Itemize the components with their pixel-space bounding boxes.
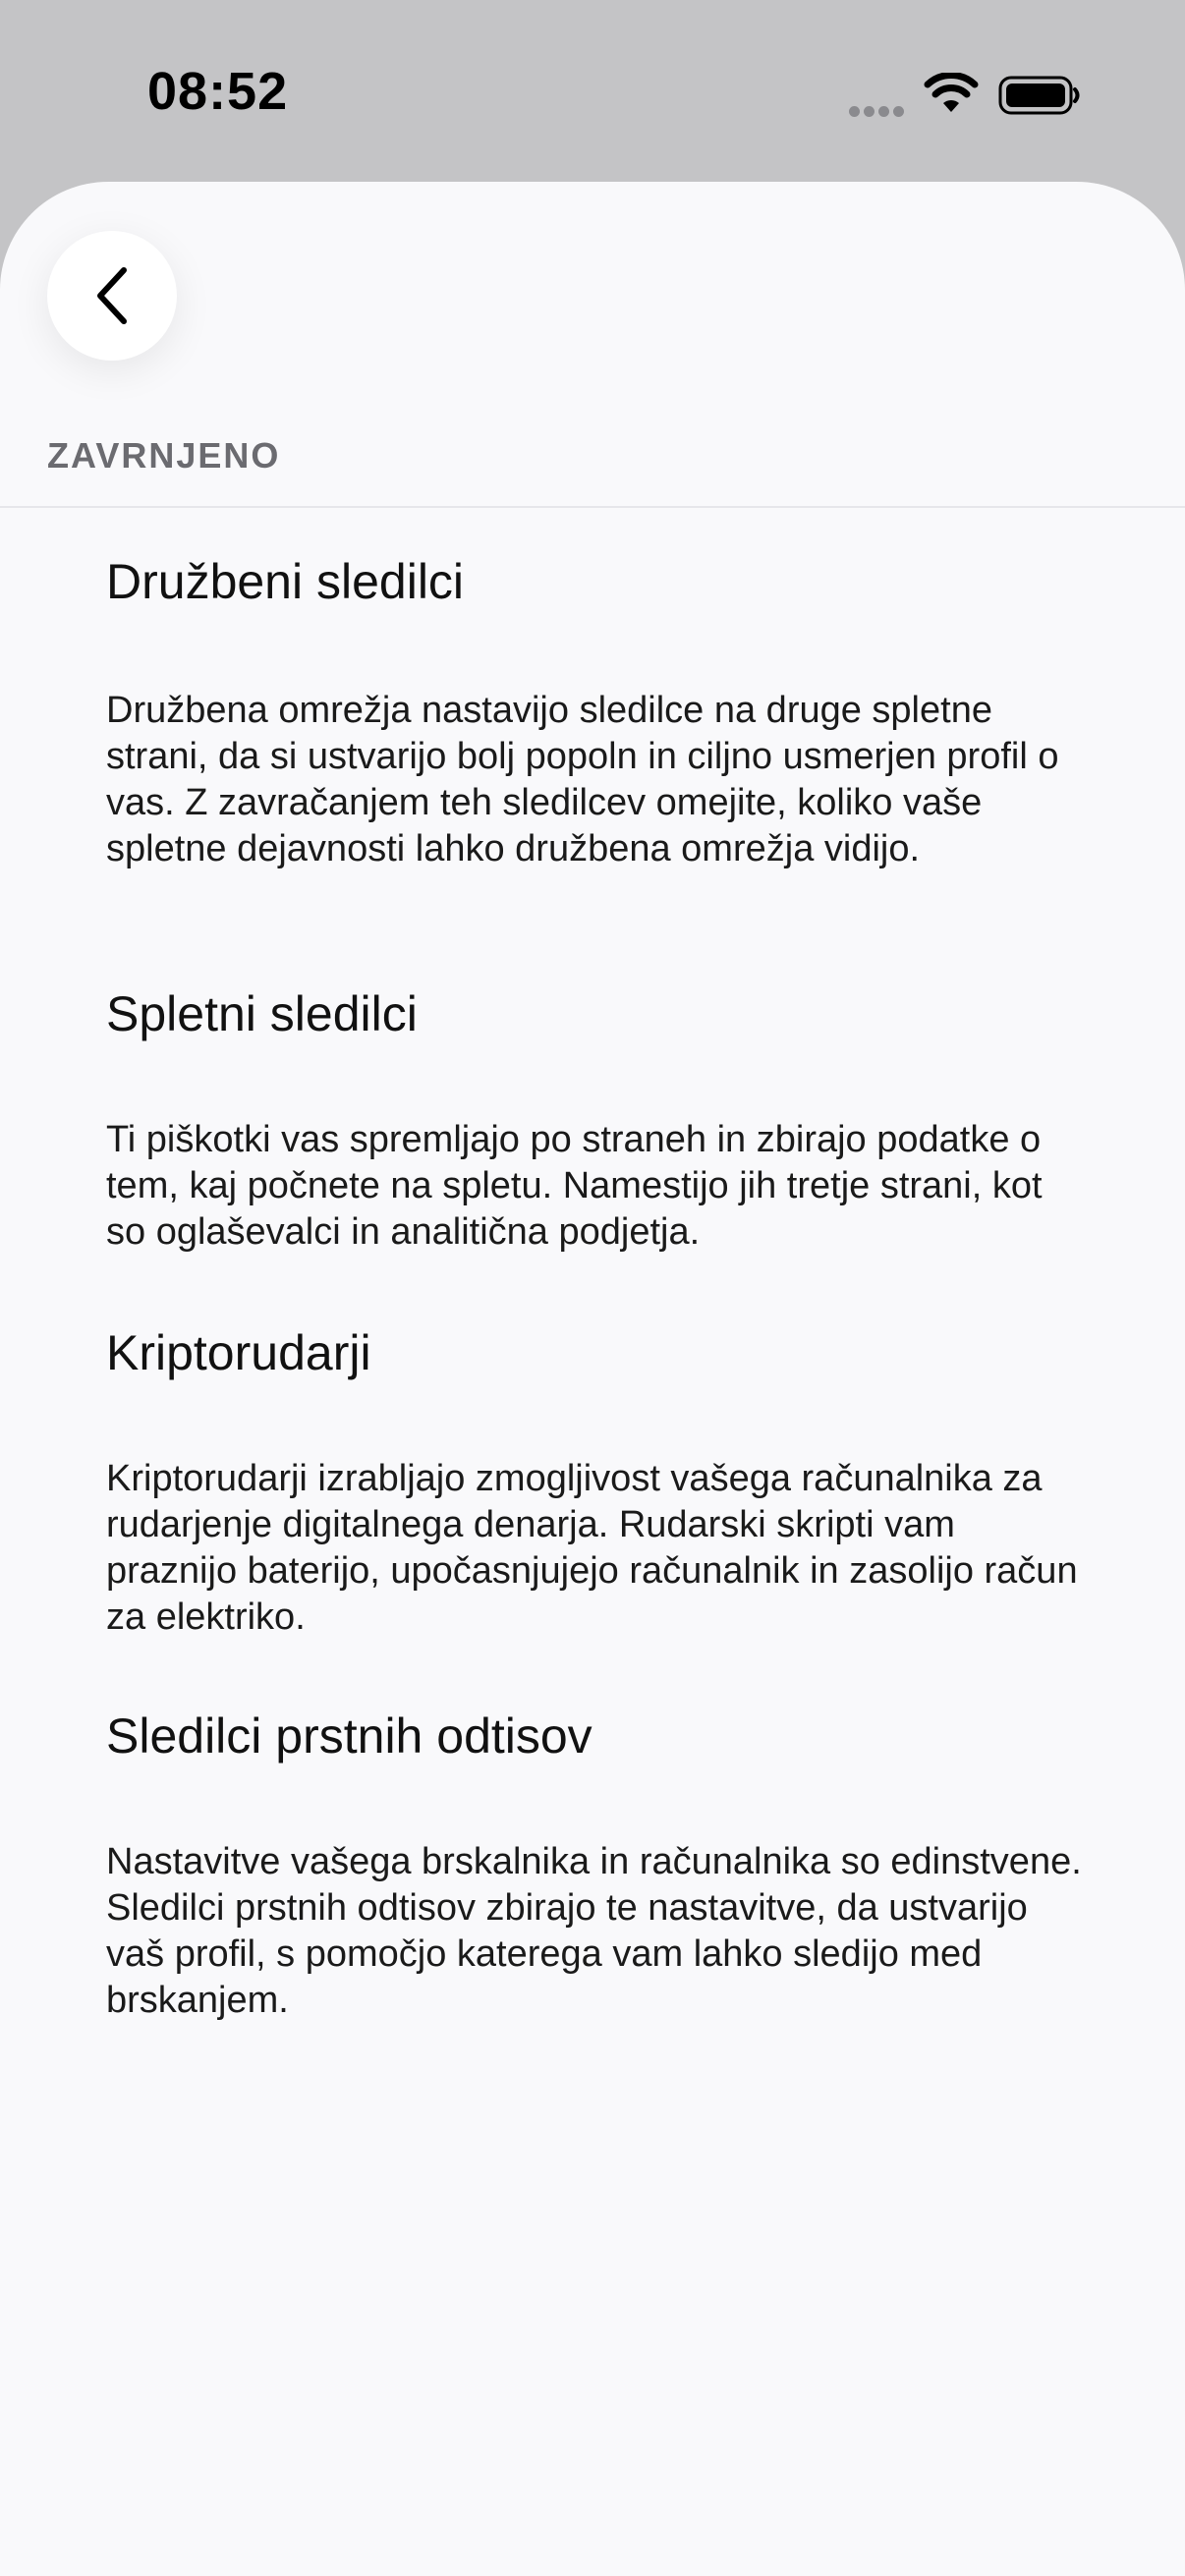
item-title: Družbeni sledilci	[106, 554, 465, 609]
item-description: Kriptorudarji izrabljajo zmogljivost vašega računalnika za rudarjenje digitalnega denarja. Rudarski skripti vam praznijo baterijo, upočasnjujejo računalnik in zasolijo račun za elektriko.	[106, 1458, 1078, 1638]
status-bar	[0, 0, 1185, 187]
item-title: Sledilci prstnih odtisov	[106, 1708, 592, 1764]
cellular-signal-icon	[849, 104, 908, 116]
status-time: 08:52	[147, 62, 289, 121]
item-description: Nastavitve vašega brskalnika in računalnika so edinstvene. Sledilci prstnih odtisov zbirajo te nastavitve, da ustvarijo vaš profil, s pomočjo katerega vam lahko sledijo med brskanjem.	[106, 1841, 1082, 2021]
details-sheet	[0, 182, 1185, 2576]
item-description: Ti piškotki vas spremljajo po straneh in zbirajo podatke o tem, kaj počnete na spletu. Namestijo jih tretje strani, kot so oglaševalci in analitična podjetja.	[106, 1119, 1043, 1253]
divider	[0, 506, 1185, 508]
back-button[interactable]	[47, 231, 177, 361]
item-description: Družbena omrežja nastavijo sledilce na druge spletne strani, da si ustvarijo bolj popoln in ciljno usmerjen profil o vas. Z zavračanjem teh sledilcev omejite, koliko vaše spletne dejavnosti lahko družbena omrežja vidijo.	[106, 690, 1059, 869]
chevron-left-icon	[88, 264, 136, 327]
wifi-icon	[924, 73, 979, 116]
item-title: Kriptorudarji	[106, 1325, 371, 1380]
battery-icon	[998, 75, 1081, 116]
item-title: Spletni sledilci	[106, 986, 418, 1041]
section-header: ZAVRNJENO	[47, 435, 281, 476]
